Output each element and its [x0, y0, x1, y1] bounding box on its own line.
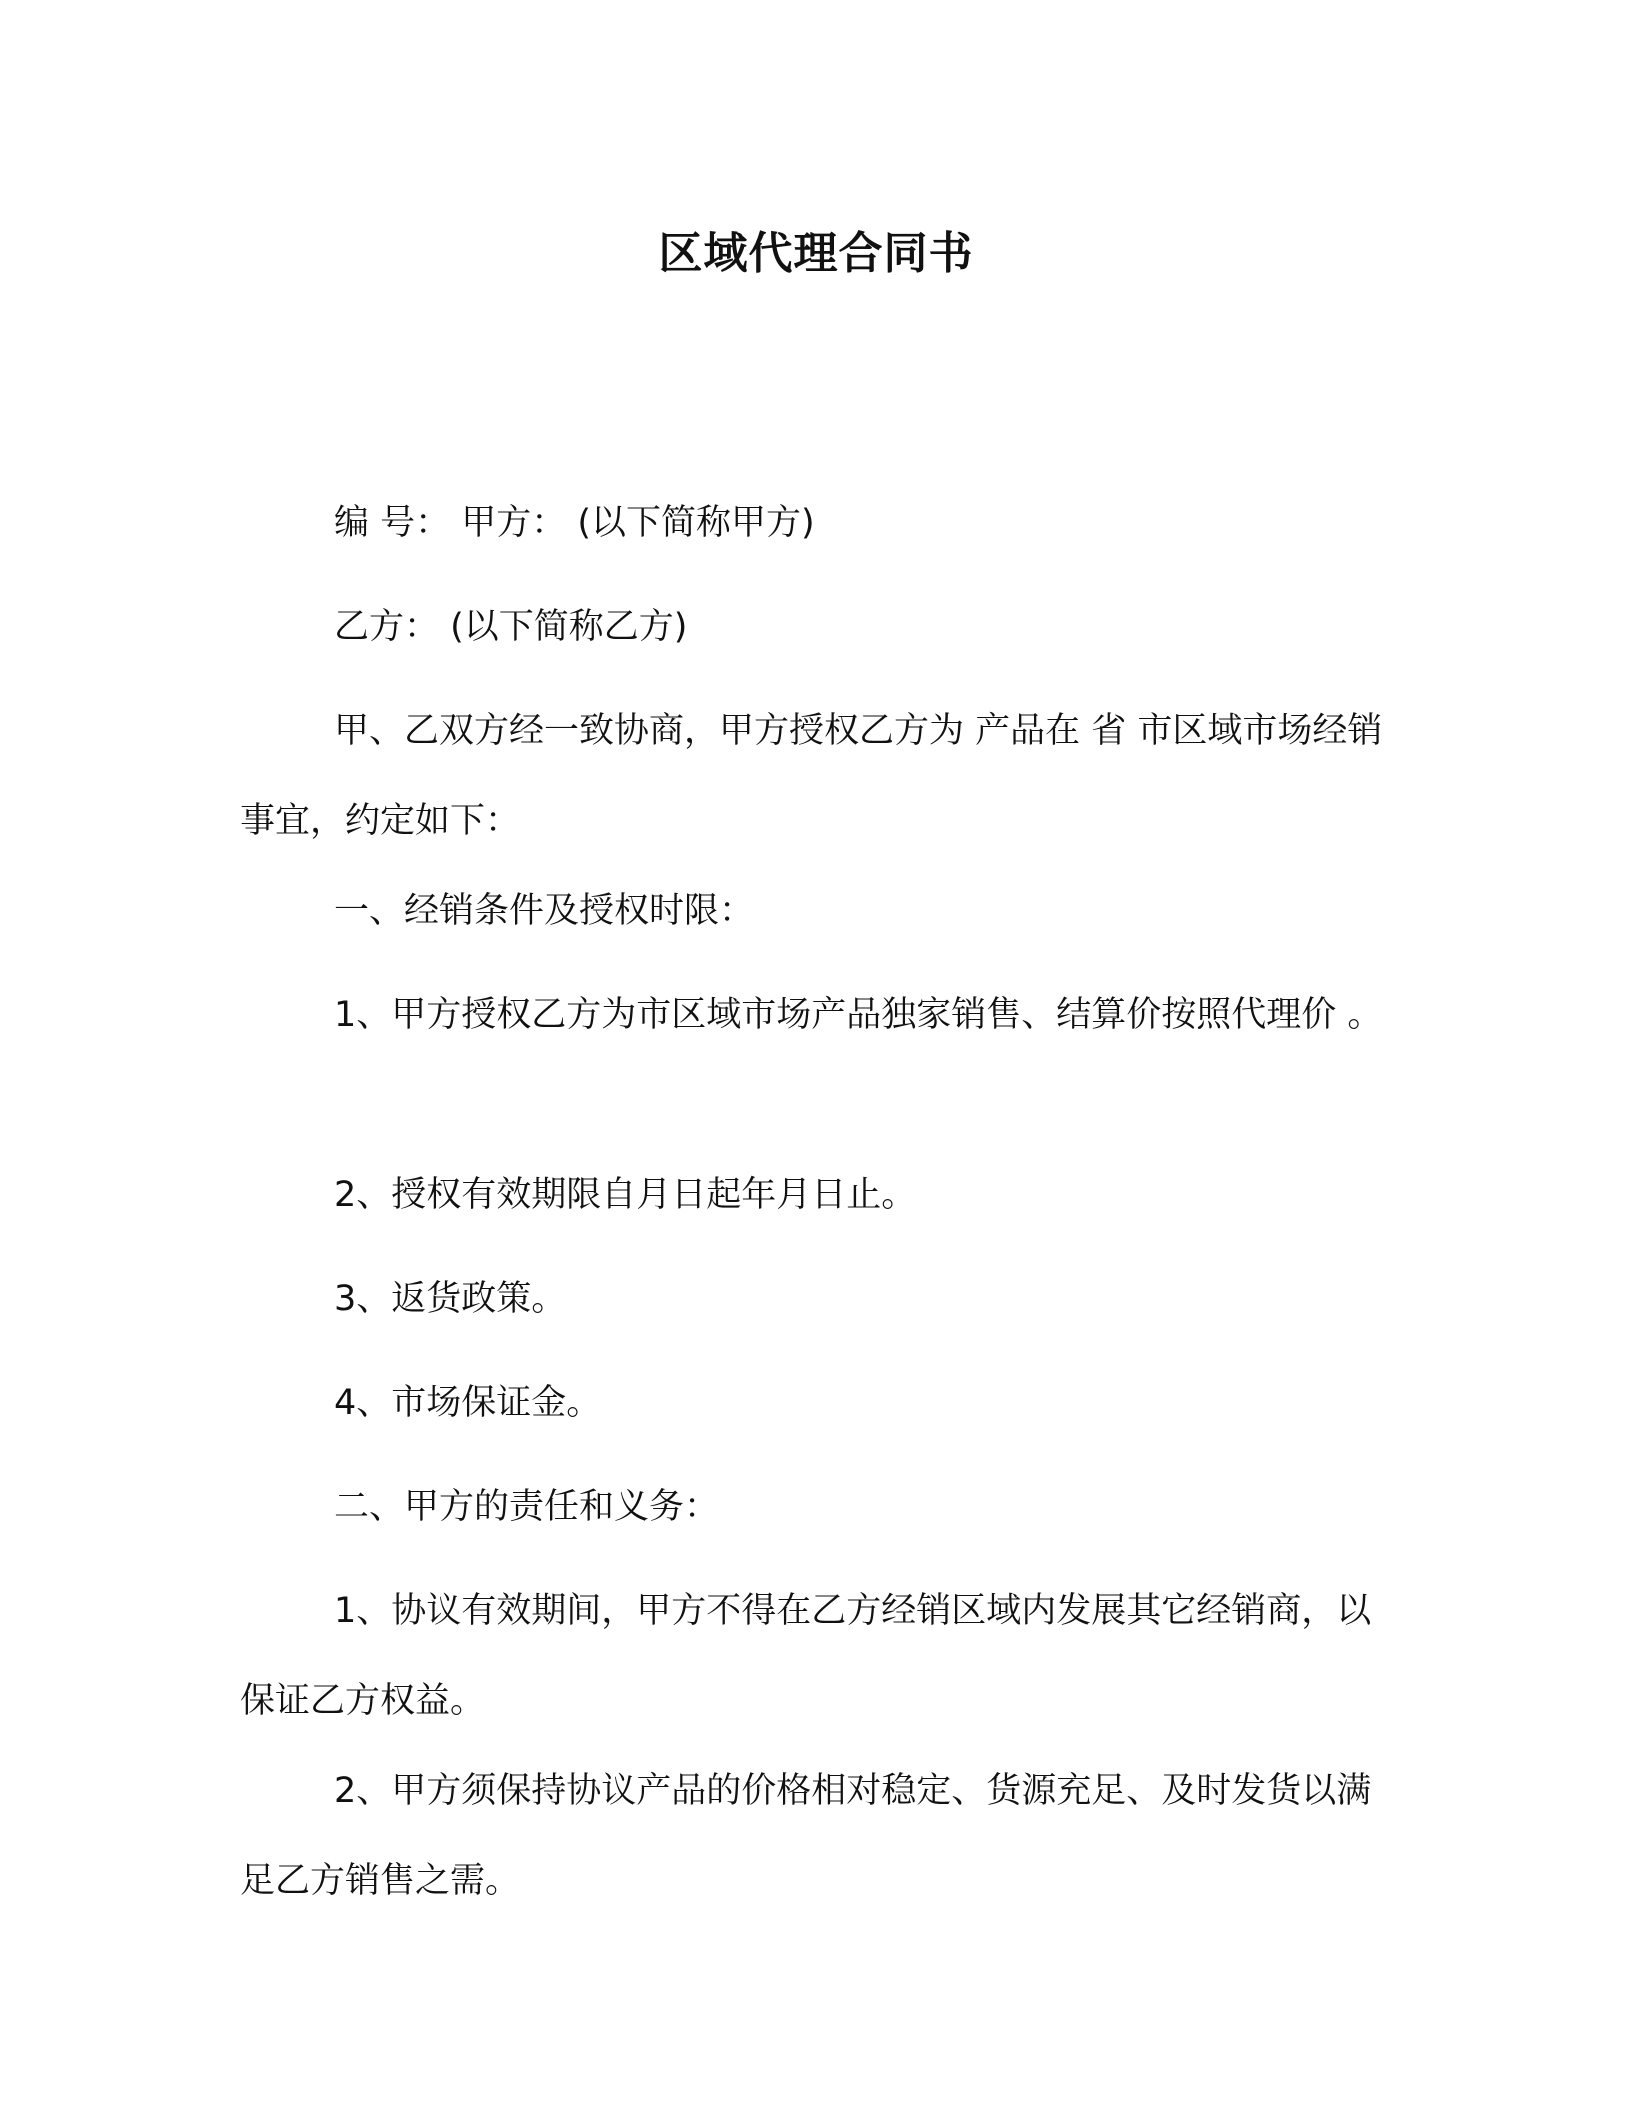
clause-2-1: 1、协议有效期间，甲方不得在乙方经销区域内发展其它经销商，以保证乙方权益。	[240, 1591, 1372, 1721]
section-heading-2: 二、甲方的责任和义务：	[334, 1487, 720, 1527]
clause-1-3: 3、返货政策。	[334, 1279, 567, 1319]
clause-2-2: 2、甲方须保持协议产品的价格相对稳定、货源充足、及时发货以满足乙方销售之需。	[240, 1771, 1372, 1901]
document-title: 区域代理合同书	[658, 228, 974, 279]
clause-1-4: 4、市场保证金。	[334, 1383, 602, 1423]
agreement-intro: 甲、乙双方经一致协商，甲方授权乙方为 产品在 省 市区域市场经销事宜，约定如下：	[240, 711, 1383, 841]
section-heading-1: 一、经销条件及授权时限：	[334, 891, 755, 931]
clause-1-2: 2、授权有效期限自月日起年月日止。	[334, 1175, 917, 1215]
contract-number-party-a: 编 号： 甲方： (以下简称甲方)	[334, 503, 815, 543]
clause-1-1: 1、甲方授权乙方为市区域市场产品独家销售、结算价按照代理价 。	[334, 995, 1383, 1035]
party-b-line: 乙方： (以下简称乙方)	[334, 607, 688, 647]
